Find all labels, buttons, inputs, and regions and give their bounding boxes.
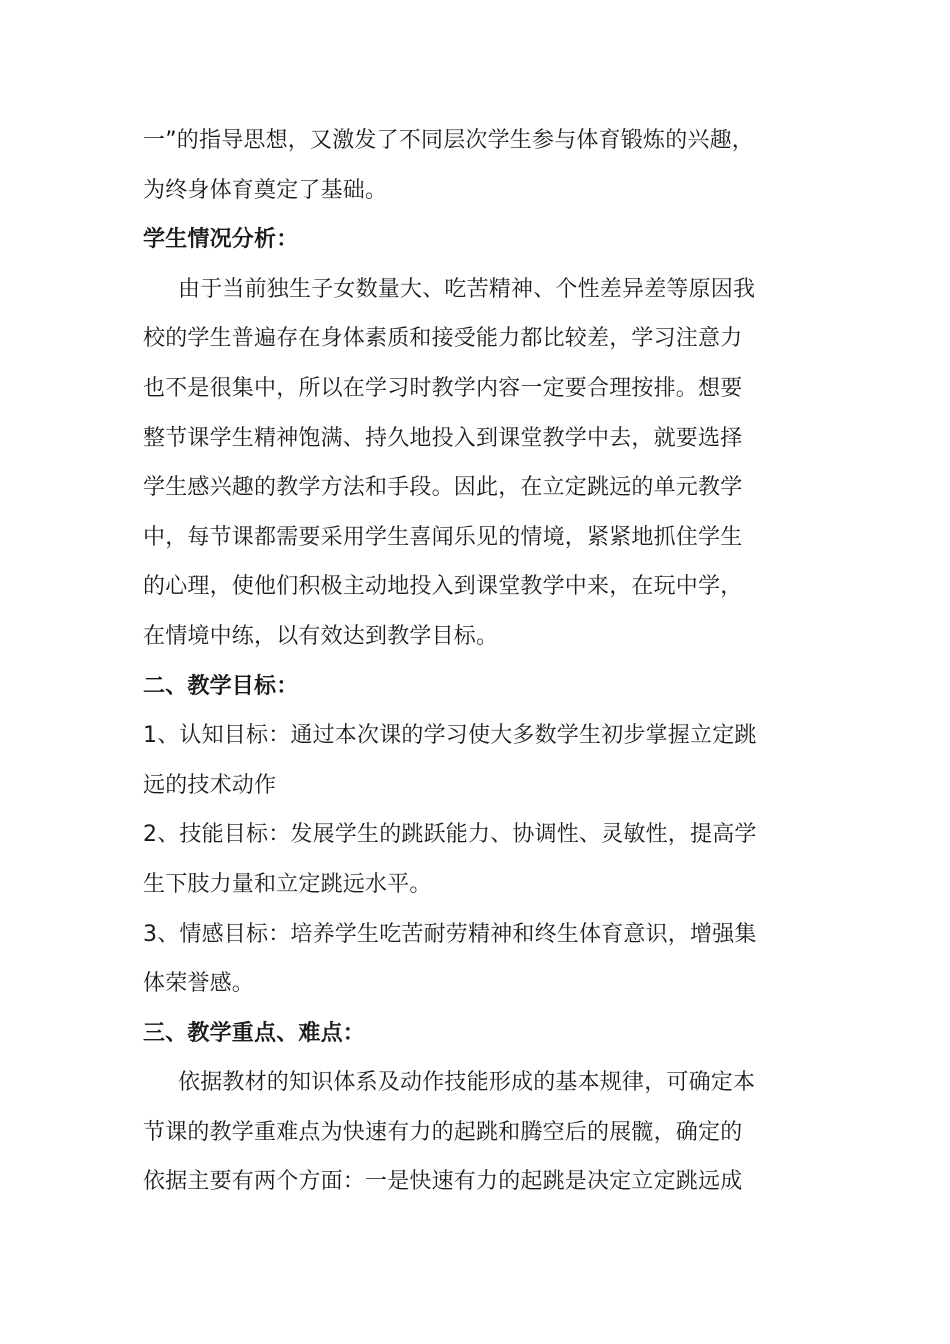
text-line: 整节课学生精神饱满、持久地投入到课堂教学中去，就要选择 — [143, 425, 743, 451]
text-line: 体荣誉感。 — [143, 971, 255, 997]
goal-item-affective: 3、情感目标：培养学生吃苦耐劳精神和终生体育意识，增强集 — [143, 921, 757, 947]
text-line: 的心理，使他们积极主动地投入到课堂教学中来，在玩中学， — [143, 574, 743, 600]
text-line: 远的技术动作 — [143, 772, 277, 798]
text-line: 校的学生普遍存在身体素质和接受能力都比较差，学习注意力 — [143, 326, 743, 352]
text-line: 依据主要有两个方面：一是快速有力的起跳是决定立定跳远成 — [143, 1169, 743, 1195]
text-line: 一”的指导思想，又激发了不同层次学生参与体育锻炼的兴趣， — [143, 128, 754, 153]
paragraph-first-line: 依据教材的知识体系及动作技能形成的基本规律，可确定本 — [178, 1070, 756, 1096]
section-heading-student-analysis: 学生情况分析： — [143, 227, 299, 253]
text-line: 为终身体育奠定了基础。 — [143, 177, 388, 203]
text-line: 中，每节课都需要采用学生喜闻乐见的情境，紧紧地抓住学生 — [143, 524, 743, 550]
document-page — [143, 116, 807, 1207]
paragraph-first-line: 由于当前独生子女数量大、吃苦精神、个性差异差等原因我 — [178, 276, 756, 302]
text-line: 节课的教学重难点为快速有力的起跳和腾空后的展髋，确定的 — [143, 1119, 743, 1145]
text-line: 在情境中练，以有效达到教学目标。 — [143, 623, 499, 649]
section-heading-teaching-goals: 二、教学目标： — [143, 673, 299, 699]
text-line: 也不是很集中，所以在学习时教学内容一定要合理按排。想要 — [143, 375, 743, 401]
goal-item-cognitive: 1、认知目标：通过本次课的学习使大多数学生初步掌握立定跳 — [143, 723, 757, 749]
text-line: 学生感兴趣的教学方法和手段。因此，在立定跳远的单元教学 — [143, 475, 743, 501]
text-line: 生下肢力量和立定跳远水平。 — [143, 871, 432, 897]
goal-item-skill: 2、技能目标：发展学生的跳跃能力、协调性、灵敏性，提高学 — [143, 822, 757, 848]
section-heading-key-points: 三、教学重点、难点： — [143, 1020, 366, 1046]
